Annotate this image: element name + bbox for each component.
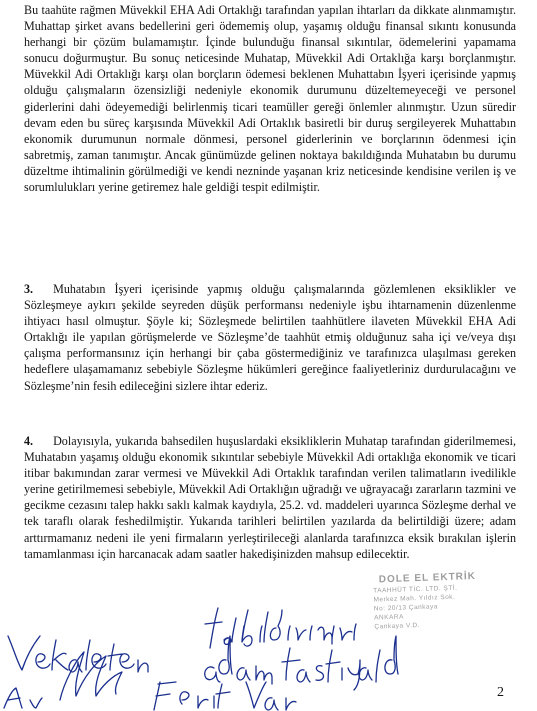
stamp-line: No: 20/13 Çankaya bbox=[373, 603, 439, 613]
paragraph-3-number: 3. bbox=[24, 282, 34, 296]
stamp-line: TAAHHÜT TİC. LTD. ŞTİ. bbox=[373, 584, 458, 595]
paragraph-2-continuation bbox=[24, 2, 516, 195]
paragraph-3 bbox=[24, 281, 516, 394]
signature-left-line2 bbox=[4, 682, 296, 710]
stamp-title: DOLE EL EKTRİK bbox=[378, 570, 477, 586]
stamp-line: Merkez Mah. Yıldız Sok. bbox=[373, 593, 456, 604]
signature-right-line1 bbox=[205, 608, 356, 648]
stamp-line: Çankaya V.D. bbox=[374, 621, 421, 631]
paragraph-4 bbox=[24, 433, 516, 562]
page-number: 2 bbox=[497, 685, 504, 700]
signature-right-line2 bbox=[205, 636, 398, 690]
paragraph-2-text: Bu taahüte rağmen Müvekkil EHA Adi Ortaklığı tarafından yapılan ihtarları da dikkate alınmamıştır. Muhattap şirket avans bedellerini geri ödememiş olup, yaşamış olduğu finansal sıkıntı konusunda herhangi bir çözüm bulamamıştır. İçinde bulunduğu finansal sıkıntılar, ödemelerini yapamama sonucu doğurmuştur. Bu sonuç neticesinde Muhatap, Müvekkil Adi Ortaklığa karşı borçlanmıştır. Müvekkil Adi Ortaklığı karşı olan borçların ödemesi beklenen Muhattabın İşyeri içerisinde yapmış olduğu çalışmaların özensizliği nedeniyle ekonomik durumunu düzeltemeyeceği ve personel giderlerini dahi ödeyemediği belirlenmiş ticari teamüller gereği önlemler alınmıştır. Uzun süredir devam eden bu süreç karşısında Müvekkil Adi Ortaklık basiretli bir duruş sergileyerek Muhattabın ekonomik durumunun normale dönmesi, personel giderlerinin ve borçlarının ödenmesi için sabretmiş, zaman tanımıştır. Ancak günümüzde gelinen noktaya bakıldığında Muhatabın bu durumu düzeltme ihtimalinin görülmediği ve kendi nezninde yaşanan kriz neticesinde kendisine verilen iş ve sorumlulukları yerine getiremez hale geldiği tespit edilmiştir. bbox=[24, 3, 516, 195]
handwritten-signatures bbox=[0, 600, 537, 711]
paragraph-4-text: Dolayısıyla, yukarıda bahsedilen huşuslardaki eksikliklerin Muhatap tarafından giderilmemesi, Muhatabın yaşamış olduğu ekonomik sıkıntılar sebebiyle Müvekkil Adi ortaklığa ekonomik ve ticari itibar bakımından zarar vermesi ve Müvekkil Adi Ortaklık tarafından verilen talimatların ivedilikle yerine getirilmemesi sebebiyle, Müvekkil Adi Ortaklığın uğradığı ve uğrayacağı zararların tazmini ve gecikme cezasını talep hakkı saklı kalmak kaydıyla, 25.2. vd. maddeleri uyarınca Sözleşme derhal ve tek taraflı olarak feshedilmiştir. Yukarıda tarihleri belirtilen yazılarda da belirtildiği üzere; adam arttırmamanız nedeni ile yeni firmaların yerleştirileceği alanlarda tarafınızca eksik bırakılan işlerin tamamlanması için harcanacak adam saatler hakedişinizden mahsup edilecektir. bbox=[24, 434, 516, 561]
signature-left-scribble bbox=[60, 652, 122, 700]
stamp-line: ANKARA bbox=[374, 613, 405, 622]
paragraph-3-text: Muhatabın İşyeri içerisinde yapmış olduğu çalışmalarında gözlemlenen eksiklikler ve Sözleşmeye aykırı şekilde seyreden düşük performansı nedeniyle işbu ihtarnamenin düzenlenme ihtiyacı hasıl olmuştur. Şöyle ki; Sözleşmede belirtilen taahhütlere ilaveten Müvekkil EHA Adi Ortaklığı ile yapılan görüşmelerde ve Sözleşme’de taahhüt etmiş olduğunuz saha içi ve/veya dışı çalışma performansınız için herhangi bir çaba göstermediğiniz ve tarafınızca ulaşılması gereken hedeflere ulaşamamanız sebebiyle Sözleşme hükümleri gereğince faaliyetleriniz durdurulacağını ve Sözleşme’nin fesih edileceğini sizlere ihtar ederiz. bbox=[24, 282, 516, 393]
signature-left-line1 bbox=[8, 636, 148, 672]
paragraph-4-number: 4. bbox=[24, 434, 34, 448]
